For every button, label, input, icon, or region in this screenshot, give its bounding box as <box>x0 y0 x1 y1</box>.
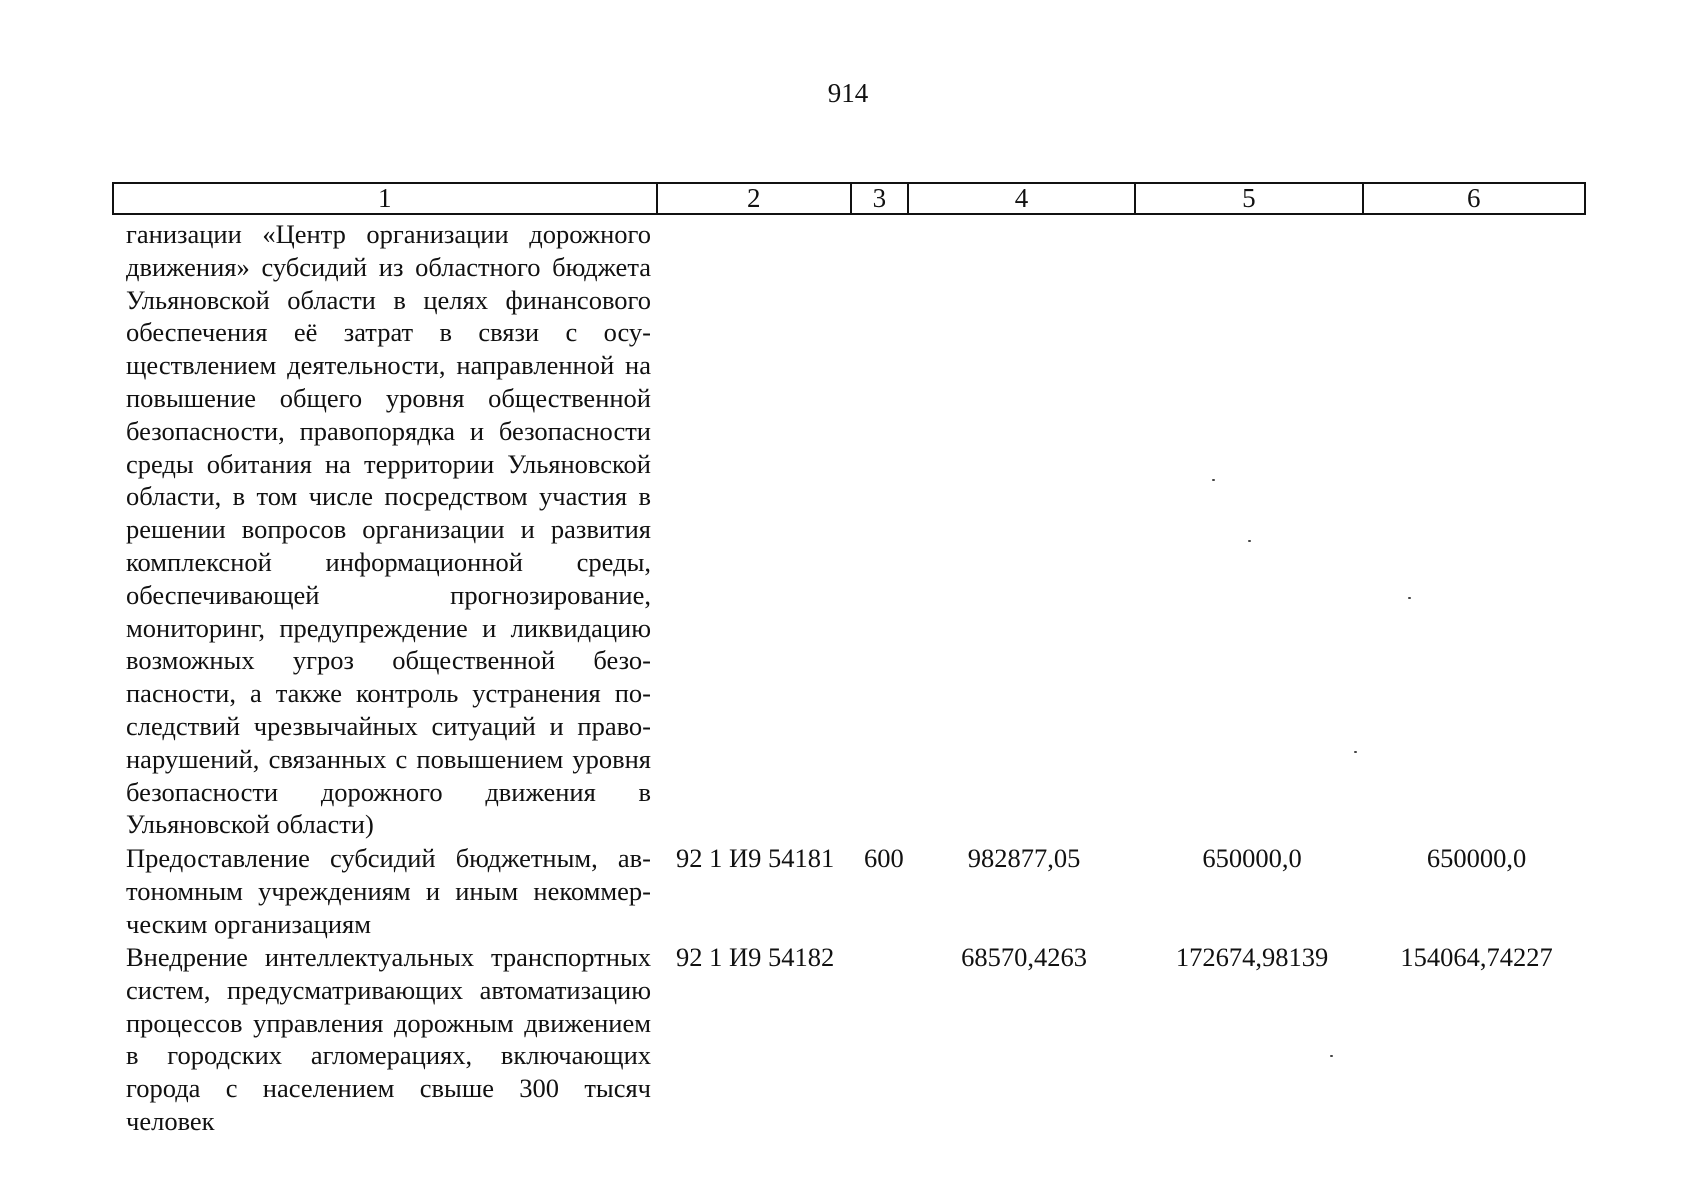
row-1-name: Предоставление субсидий бюджетным, автономным учреждениям и иным некоммерческим организациям <box>126 843 651 939</box>
table-header-col-6: 6 <box>1467 183 1481 213</box>
table-header-col-5: 5 <box>1136 184 1363 213</box>
table-header-row <box>112 182 1586 215</box>
page-number: 914 <box>827 78 869 108</box>
row-1-type: 600 <box>864 843 904 873</box>
table-header-col-3: 3 <box>852 184 909 213</box>
row-2-col-5: 172674,98139 <box>1175 942 1329 972</box>
scan-speck <box>1408 597 1411 599</box>
row-2-code: 92 1 И9 54182 <box>676 942 835 972</box>
row-1-col-4: 982877,05 <box>967 843 1081 873</box>
row-1-col-5: 650000,0 <box>1202 843 1302 873</box>
scan-speck <box>1354 751 1357 753</box>
table-header-col-2: 2 <box>658 184 852 213</box>
scan-speck <box>1248 540 1251 542</box>
continuation-text: ганизации «Центр организации дорожного движения» субсидий из областного бюджета Ульяновской области в целях финансового обеспечения её затрат в связи с осуществлением деятельности, направленной на повышение общего уровня общественной безопасности, правопорядка и безопасности среды обитания на территории Ульяновской области, в том числе посредством участия в решении вопросов организации и развития комплексной информационной среды, обеспечивающей прогнозирование, мониторинг, предупреждение и ликвидацию возможных угроз общественной безопасности, а также контроль устранения последствий чрезвычайных ситуаций и правонарушений, связанных с повышением уровня безопасности дорожного движения в Ульяновской области) <box>126 219 651 840</box>
scan-speck <box>1330 1055 1333 1057</box>
row-1-col-6: 650000,0 <box>1426 843 1527 873</box>
table-header-col-4: 4 <box>909 184 1136 213</box>
scan-speck <box>1212 479 1215 481</box>
table-header-col-1: 1 <box>114 184 658 213</box>
row-2-name: Внедрение интеллектуальных транспортных систем, предусматривающих автоматизацию процессов управления дорожным движением в городских агломерациях, включающих города с населением свыше 300 тысяч человек <box>126 942 651 1136</box>
row-2-col-4: 68570,4263 <box>961 942 1087 972</box>
row-1-code: 92 1 И9 54181 <box>676 843 835 873</box>
row-2-col-6: 154064,74227 <box>1400 942 1553 972</box>
